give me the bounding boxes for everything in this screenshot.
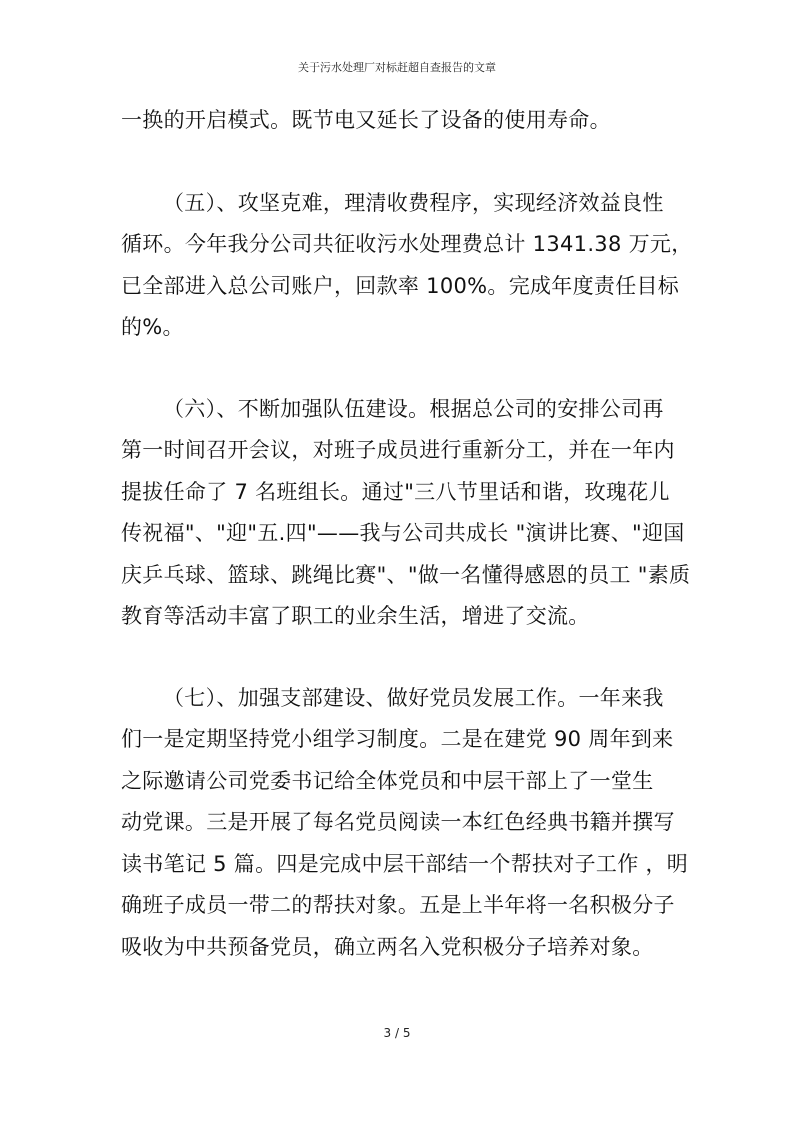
text-line: （七）、加强支部建设、做好党员发展工作。一年来我 xyxy=(163,685,664,710)
text-line: 教育等活动丰富了职工的业余生活，增进了交流。 xyxy=(121,604,590,628)
text-line: （六）、不断加强队伍建设。根据总公司的安排公司再 xyxy=(163,396,664,421)
paragraph-section-6 xyxy=(121,389,691,638)
text-line: 庆乒乓球、篮球、跳绳比赛"、"做一名懂得感恩的员工 "素质 xyxy=(121,562,691,587)
text-line: （五）、攻坚克难，理清收费程序，实现经济效益良性 xyxy=(163,190,664,215)
document-body xyxy=(121,100,693,968)
text-line: 一换的开启模式。既节电又延长了设备的使用寿命。 xyxy=(121,108,611,132)
text-line: 循环。今年我分公司共征收污水处理费总计 1341.38 万元， xyxy=(121,232,693,256)
page-number: 3 / 5 xyxy=(383,1026,411,1040)
text-line: 第一时间召开会议，对班子成员进行重新分工，并在一年内 xyxy=(121,438,675,462)
text-line: 吸收为中共预备党员，确立两名入党积极分子培养对象。 xyxy=(121,934,654,959)
page-header: 关于污水处理厂对标赶超自查报告的文章 xyxy=(298,61,496,74)
text-line: 之际邀请公司党委书记给全体党员和中层干部上了一堂生 xyxy=(121,768,654,793)
text-line: 读书笔记 5 篇。四是完成中层干部结一个帮扶对子工作 ，明 xyxy=(121,851,689,876)
text-line: 已全部进入总公司账户，回款率 100%。完成年度责任目标 xyxy=(121,273,680,298)
paragraph-intro xyxy=(121,100,681,142)
text-line: 的%。 xyxy=(121,315,184,339)
text-line: 确班子成员一带二的帮扶对象。五是上半年将一名积极分子 xyxy=(121,893,675,917)
paragraph-section-7 xyxy=(121,678,689,969)
text-line: 动党课。三是开展了每名党员阅读一本红色经典书籍并撰写 xyxy=(121,810,675,834)
text-line: 们一是定期坚持党小组学习制度。二是在建党 90 周年到来 xyxy=(121,727,674,751)
text-line: 提拔任命了 7 名班组长。通过"三八节里话和谐，玫瑰花儿 xyxy=(121,479,670,504)
paragraph-section-5 xyxy=(121,183,693,349)
text-line: 传祝福"、"迎"五.四"——我与公司共成长 "演讲比赛、"迎国 xyxy=(121,521,685,545)
